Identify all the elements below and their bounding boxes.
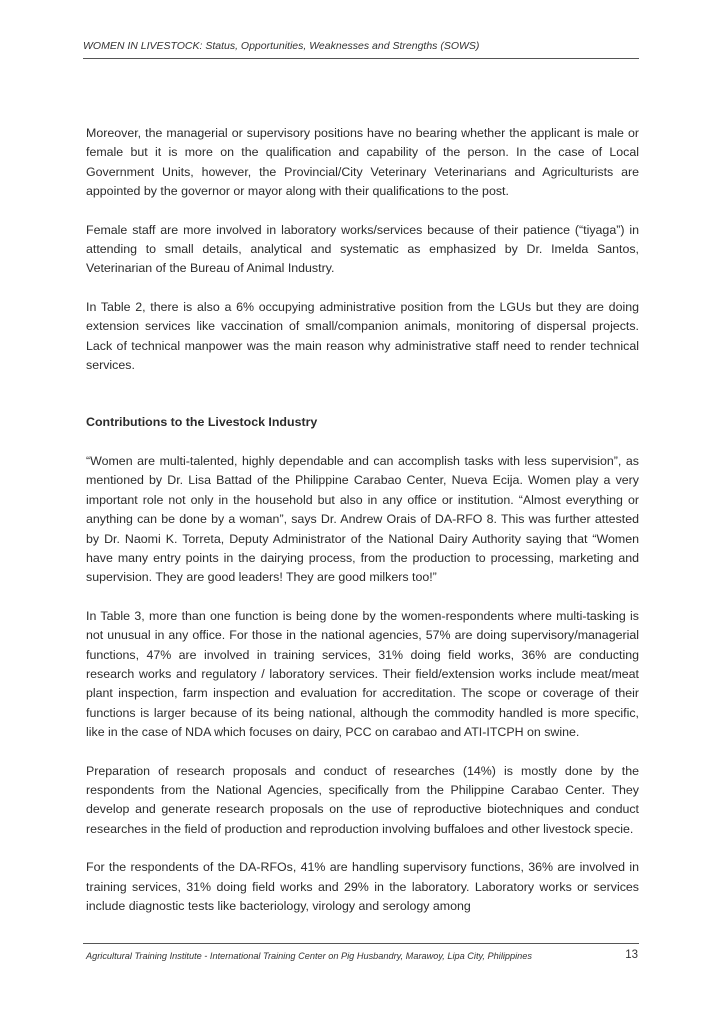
paragraph-table-2: In Table 2, there is also a 6% occupying administrative position from the LGUs but they are doing extension services like vaccination of small/companion animals, monitoring of dispersal projects. Lack of technical manpower was the main reason why administrative staff need to render technical services. — [86, 299, 639, 373]
section-heading: Contributions to the Livestock Industry — [86, 415, 318, 430]
paragraph-research-proposals: Preparation of research proposals and conduct of researches (14%) is mostly done by the respondents from the National Agencies, specifically from the Philippine Carabao Center. They develop and generate research proposals on the use of reproductive biotechniques and conduct researches in the field of production and reproduction involving buffaloes and other livestock specie. — [86, 763, 639, 836]
header-rule — [83, 58, 639, 59]
paragraph-female-staff: Female staff are more involved in laboratory works/services because of their patience (“tiyaga”) in attending to small details, analytical and systematic as emphasized by Dr. Imelda Santos, Veterinarian of the Bureau of Animal Industry. — [86, 222, 639, 276]
running-header: WOMEN IN LIVESTOCK: Status, Opportunities, Weaknesses and Strengths (SOWS) — [83, 40, 480, 52]
paragraph-managerial-positions: Moreover, the managerial or supervisory positions have no bearing whether the applicant is male or female but it is more on the qualification and capability of the person. In the case of Local Government Units, however, the Provincial/City Veterinary Veterinarians and Agriculturists are appointed by the governor or mayor along with their qualifications to the post. — [86, 126, 639, 199]
paragraph-da-rfo-respondents: For the respondents of the DA-RFOs, 41% are handling supervisory functions, 36% are involved in training services, 31% doing field works and 29% in the laboratory. Laboratory works or services include diagnostic tests like bacteriology, virology and serology among — [86, 860, 639, 913]
paragraph-table-3: In Table 3, more than one function is being done by the women-respondents where multi-tasking is not unusual in any office. For those in the national agencies, 57% are doing supervisory/managerial functions, 47% are involved in training services, 31% doing field works, 36% are conducting research works and regulatory / laboratory services. Their field/extension works include meat/meat plant inspection, farm inspection and evaluation for accreditation. The scope or coverage of their functions is larger because of its being national, although the commodity handled is more specific, like in the case of NDA which focuses on dairy, PCC on carabao and ATI-ITCPH on swine. — [86, 608, 639, 740]
footer-rule — [83, 943, 639, 944]
document-body — [86, 124, 639, 935]
footer-institution: Agricultural Training Institute - International Training Center on Pig Husbandry, Marawoy, Lipa City, Philippines — [86, 951, 532, 961]
page-number: 13 — [625, 949, 638, 961]
paragraph-women-multi-talented: “Women are multi-talented, highly dependable and can accomplish tasks with less supervision”, as mentioned by Dr. Lisa Battad of the Philippine Carabao Center, Nueva Ecija. Women play a very important role not only in the household but also in any office or institution. “Almost everything or anything can be done by a woman”, says Dr. Andrew Orais of DA-RFO 8. This was further attested by Dr. Naomi K. Torreta, Deputy Administrator of the National Dairy Authority saying that “Women have many entry points in the dairying process, from the production to processing, marketing and supervision. They are good leaders! They are good milkers too!” — [86, 453, 639, 585]
